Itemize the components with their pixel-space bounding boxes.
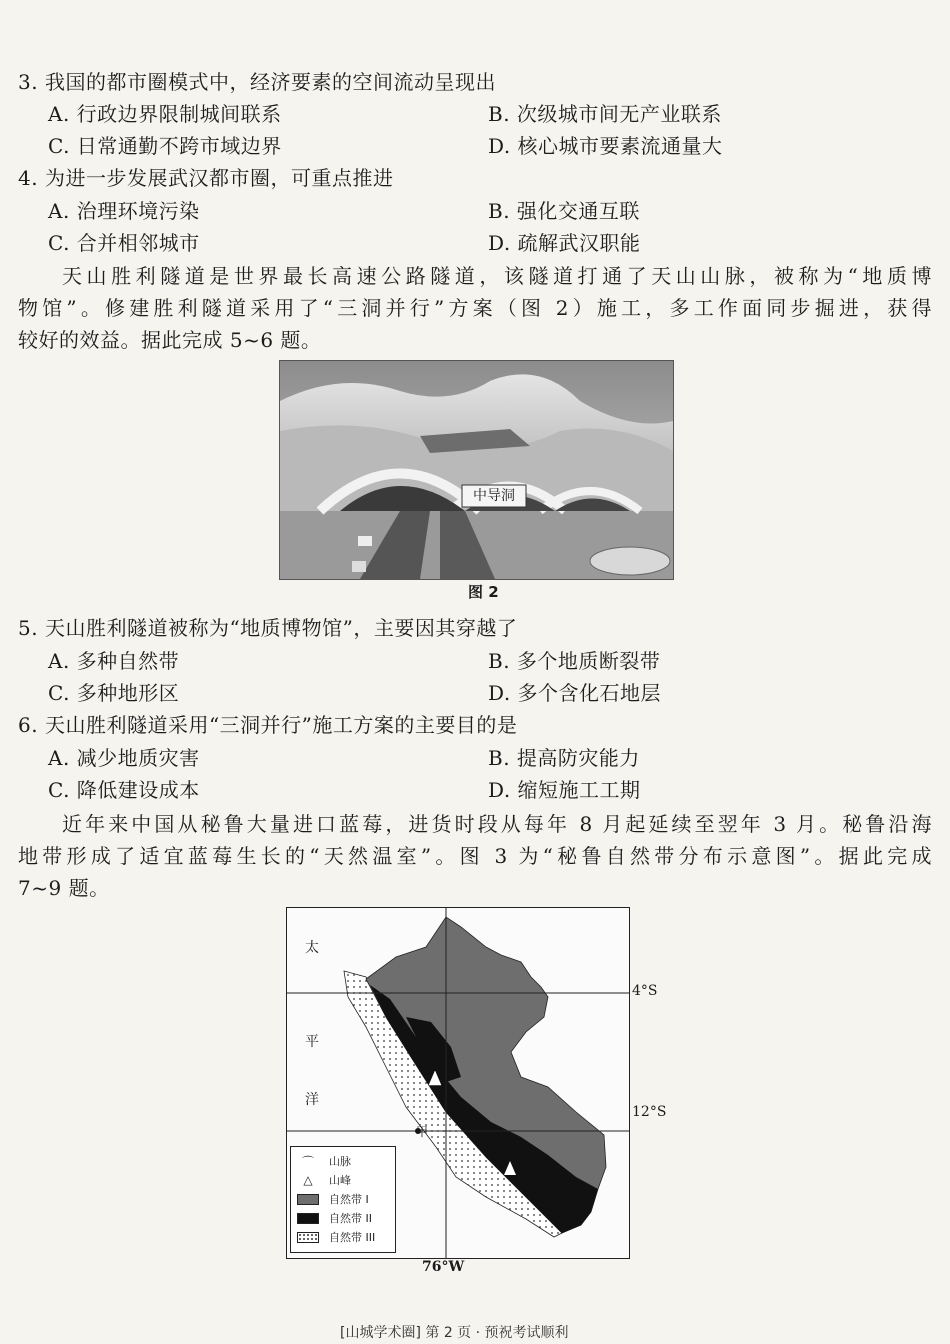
legend-peak-label: 山峰: [329, 1174, 351, 1187]
question-4-option-c[interactable]: C. 合并相邻城市: [48, 231, 200, 255]
map-label-ocean-2: 平: [305, 1034, 319, 1050]
question-5-option-b[interactable]: B. 多个地质断裂带: [488, 649, 661, 673]
legend-peak: [297, 1172, 351, 1188]
map-label-ocean-3: 洋: [305, 1092, 319, 1108]
map-label-4s: 4°S: [632, 983, 658, 999]
question-3-option-d[interactable]: D. 核心城市要素流通量大: [488, 134, 723, 158]
question-4-option-b[interactable]: B. 强化交通互联: [488, 199, 640, 223]
question-6-option-c[interactable]: C. 降低建设成本: [48, 778, 200, 802]
question-4-stem: 4. 为进一步发展武汉都市圈，可重点推进: [18, 166, 394, 190]
legend-zone-1-label: 自然带 I: [329, 1193, 369, 1206]
question-3-option-a[interactable]: A. 行政边界限制城间联系: [48, 102, 282, 126]
legend-mountain-range: [297, 1153, 351, 1169]
mountain-range-icon: ⌒: [301, 1154, 314, 1169]
zone-2-swatch: [297, 1213, 319, 1224]
page-footer: [山城学术圈] 第 2 页 · 预祝考试顺利: [340, 1325, 569, 1341]
legend-zone-1: [297, 1191, 369, 1207]
zone-1-swatch: [297, 1194, 319, 1205]
passage-1-line-1: 天山胜利隧道是世界最长高速公路隧道，该隧道打通了天山山脉，被称为“地质博: [62, 264, 932, 288]
map-legend: [290, 1146, 396, 1253]
question-6-option-d[interactable]: D. 缩短施工工期: [488, 778, 641, 802]
question-5-option-d[interactable]: D. 多个含化石地层: [488, 681, 662, 705]
question-5-stem: 5. 天山胜利隧道被称为“地质博物馆”，主要因其穿越了: [18, 616, 518, 640]
passage-2-line-3: 7~9 题。: [18, 876, 110, 900]
legend-zone-3-label: 自然带 III: [329, 1231, 376, 1244]
passage-2-line-1: 近年来中国从秘鲁大量进口蓝莓，进货时段从每年 8 月起延续至翌年 3 月。秘鲁沿海: [62, 812, 932, 836]
question-5-option-a[interactable]: A. 多种自然带: [48, 649, 180, 673]
passage-1-line-3: 较好的效益。据此完成 5~6 题。: [18, 328, 322, 352]
map-label-ocean-1: 太: [305, 940, 319, 956]
question-6-option-a[interactable]: A. 减少地质灾害: [48, 746, 200, 770]
question-3-option-c[interactable]: C. 日常通勤不跨市域边界: [48, 134, 282, 158]
passage-1-line-2: 物馆”。修建胜利隧道采用了“三洞并行”方案（图 2）施工，多工作面同步掘进，获得: [18, 296, 932, 320]
question-4-option-d[interactable]: D. 疏解武汉职能: [488, 231, 641, 255]
question-3-stem: 3. 我国的都市圈模式中，经济要素的空间流动呈现出: [18, 70, 496, 94]
figure-2-caption: 图 2: [468, 583, 499, 601]
legend-mountain-range-label: 山脉: [329, 1155, 351, 1168]
legend-zone-2: [297, 1210, 372, 1226]
map-label-jia: 甲: [416, 1125, 429, 1139]
tunnel-photo-drawing: [280, 361, 673, 579]
question-3-option-b[interactable]: B. 次级城市间无产业联系: [488, 102, 722, 126]
map-label-12s: 12°S: [632, 1104, 667, 1120]
question-5-option-c[interactable]: C. 多种地形区: [48, 681, 180, 705]
question-4-option-a[interactable]: A. 治理环境污染: [48, 199, 200, 223]
map-label-76w: 76°W: [422, 1259, 465, 1275]
tunnel-sign-label: 中导洞: [473, 488, 515, 504]
peak-icon: △: [303, 1173, 313, 1187]
tunnel-entrance-photo: [279, 360, 674, 580]
passage-2-line-2: 地带形成了适宜蓝莓生长的“天然温室”。图 3 为“秘鲁自然带分布示意图”。据此完成: [18, 844, 932, 868]
question-6-option-b[interactable]: B. 提高防灾能力: [488, 746, 640, 770]
zone-3-swatch: [297, 1232, 319, 1243]
legend-zone-3: [297, 1229, 375, 1245]
legend-zone-2-label: 自然带 II: [329, 1212, 372, 1225]
question-6-stem: 6. 天山胜利隧道采用“三洞并行”施工方案的主要目的是: [18, 713, 518, 737]
